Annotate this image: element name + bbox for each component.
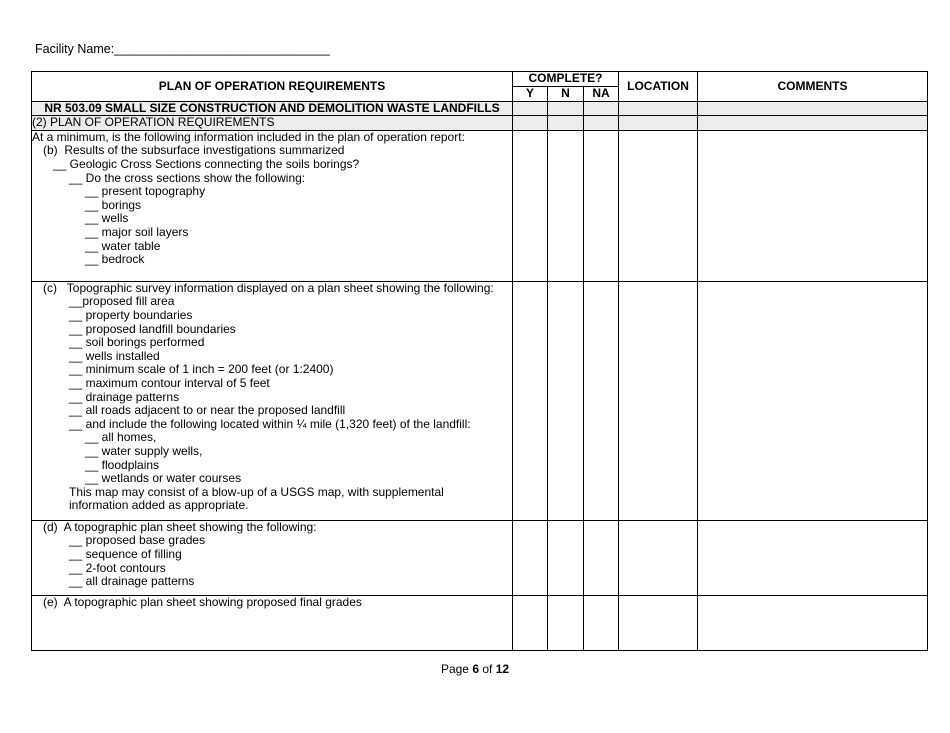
requirement-line: __ Geologic Cross Sections connecting the soils borings? <box>53 156 360 171</box>
complete-na-cell[interactable] <box>584 130 619 281</box>
complete-n-cell[interactable] <box>548 520 584 595</box>
complete-y-cell[interactable] <box>513 130 548 281</box>
requirement-line: At a minimum, is the following information included in the plan of operation report: <box>32 129 465 144</box>
requirement-line: __ wells installed <box>69 348 160 363</box>
subsection-n-cell <box>548 116 584 131</box>
header-y: Y <box>513 87 548 102</box>
header-requirements: PLAN OF OPERATION REQUIREMENTS <box>32 72 513 102</box>
section-n-cell <box>548 101 584 116</box>
page-word: Page <box>440 662 473 676</box>
complete-na-cell[interactable] <box>584 595 619 650</box>
facility-name-label: Facility Name:_______________________________ <box>35 42 330 56</box>
requirement-line: (d) A topographic plan sheet showing the following: <box>43 519 317 534</box>
requirement-line: __ floodplains <box>85 457 160 472</box>
requirement-line: __ major soil layers <box>85 224 189 239</box>
requirement-line: (e) A topographic plan sheet showing proposed final grades <box>43 594 362 609</box>
complete-y-cell[interactable] <box>513 520 548 595</box>
comments-cell[interactable] <box>698 595 928 650</box>
subsection-na-cell <box>584 116 619 131</box>
complete-y-cell[interactable] <box>513 595 548 650</box>
page-footer <box>0 662 950 676</box>
requirement-line: __ Do the cross sections show the following: <box>69 170 306 185</box>
header-location: LOCATION <box>619 72 698 102</box>
of-word: of <box>479 662 496 676</box>
requirement-line: __ drainage patterns <box>69 389 180 404</box>
requirement-line: __proposed fill area <box>69 294 175 309</box>
section-title: NR 503.09 SMALL SIZE CONSTRUCTION AND DEMOLITION WASTE LANDFILLS <box>32 101 513 116</box>
complete-n-cell[interactable] <box>548 281 584 520</box>
requirement-line: __ water supply wells, <box>85 443 203 458</box>
requirement-row-e <box>32 595 928 650</box>
section-location-cell <box>619 101 698 116</box>
header-comments: COMMENTS <box>698 72 928 102</box>
location-cell[interactable] <box>619 130 698 281</box>
requirement-line: __ minimum scale of 1 inch = 200 feet (or 1:2400) <box>69 362 334 377</box>
header-n: N <box>548 87 584 102</box>
complete-n-cell[interactable] <box>548 595 584 650</box>
header-complete: COMPLETE? <box>513 72 619 87</box>
comments-cell[interactable] <box>698 130 928 281</box>
requirement-line: __ proposed landfill boundaries <box>69 321 236 336</box>
page-total: 12 <box>495 662 510 676</box>
subsection-comments-cell <box>698 116 928 131</box>
requirements-table <box>31 71 928 651</box>
requirement-text-b <box>32 130 513 281</box>
requirement-line: __ present topography <box>85 184 206 199</box>
section-comments-cell <box>698 101 928 116</box>
requirement-row-c <box>32 281 928 520</box>
requirement-line: (b) Results of the subsurface investigations summarized <box>43 143 345 158</box>
requirement-text-c <box>32 281 513 520</box>
requirement-line: __ and include the following located within ¼ mile (1,320 feet) of the landfill: <box>69 416 471 431</box>
requirement-line: __ all drainage patterns <box>69 574 195 589</box>
location-cell[interactable] <box>619 595 698 650</box>
section-title-row <box>32 101 928 116</box>
requirement-row-b <box>32 130 928 281</box>
requirement-row-d <box>32 520 928 595</box>
section-na-cell <box>584 101 619 116</box>
requirement-line: information added as appropriate. <box>69 498 249 513</box>
requirement-line: (c) Topographic survey information displayed on a plan sheet showing the following: <box>43 280 494 295</box>
location-cell[interactable] <box>619 281 698 520</box>
complete-na-cell[interactable] <box>584 520 619 595</box>
requirement-line: __ borings <box>85 197 142 212</box>
comments-cell[interactable] <box>698 281 928 520</box>
complete-y-cell[interactable] <box>513 281 548 520</box>
requirement-line: __ wells <box>85 211 129 226</box>
location-cell[interactable] <box>619 520 698 595</box>
complete-na-cell[interactable] <box>584 281 619 520</box>
subsection-title: (2) PLAN OF OPERATION REQUIREMENTS <box>32 116 513 131</box>
requirement-line: __ wetlands or water courses <box>85 471 242 486</box>
header-na: NA <box>584 87 619 102</box>
complete-n-cell[interactable] <box>548 130 584 281</box>
requirement-text-d <box>32 520 513 595</box>
page-current: 6 <box>472 662 479 676</box>
requirement-line: __ sequence of filling <box>69 546 182 561</box>
section-y-cell <box>513 101 548 116</box>
requirement-line: __ water table <box>85 238 161 253</box>
requirement-line: __ proposed base grades <box>69 533 206 548</box>
requirement-line: __ all homes, <box>85 430 157 445</box>
requirement-line: __ property boundaries <box>69 307 193 322</box>
requirement-line: __ bedrock <box>85 252 145 267</box>
requirement-line: __ 2-foot contours <box>69 560 166 575</box>
requirement-line: __ maximum contour interval of 5 feet <box>69 375 270 390</box>
subsection-location-cell <box>619 116 698 131</box>
requirement-line: __ all roads adjacent to or near the proposed landfill <box>69 403 346 418</box>
table-header-row <box>32 72 928 87</box>
requirement-line: __ soil borings performed <box>69 335 205 350</box>
comments-cell[interactable] <box>698 520 928 595</box>
requirement-line: This map may consist of a blow-up of a USGS map, with supplemental <box>69 484 444 499</box>
subsection-y-cell <box>513 116 548 131</box>
subsection-title-row <box>32 116 928 131</box>
requirement-text-e <box>32 595 513 650</box>
